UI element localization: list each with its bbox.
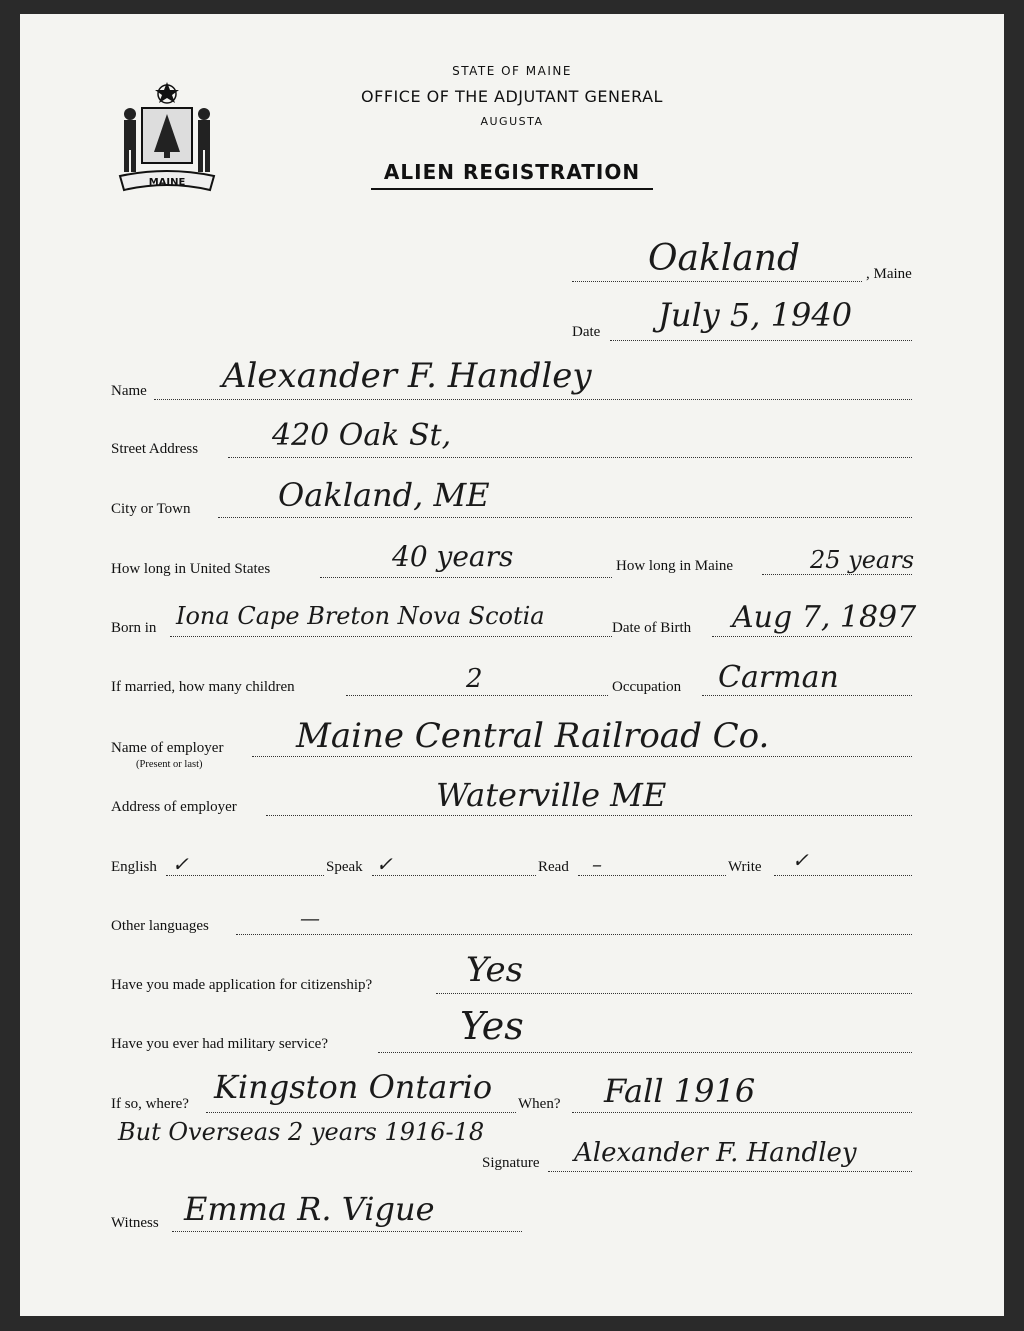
date-label: Date: [572, 324, 601, 340]
children-line: [346, 695, 608, 696]
write-label: Write: [728, 859, 762, 875]
street-value: 420 Oak St,: [272, 418, 452, 453]
name-line: [154, 399, 912, 400]
employer-value: Maine Central Railroad Co.: [296, 716, 770, 756]
born-line: [170, 636, 612, 637]
long-maine-value: 25 years: [810, 546, 915, 574]
street-line: [228, 457, 912, 458]
city-value: Oakland, ME: [278, 476, 490, 514]
overseas-note: But Overseas 2 years 1916-18: [118, 1118, 485, 1146]
signature-value: Alexander F. Handley: [574, 1138, 857, 1168]
dob-line: [712, 636, 912, 637]
citizenship-line: [436, 993, 912, 994]
speak-value: ✓: [376, 852, 393, 876]
read-value: –: [592, 852, 602, 876]
date-line: [610, 340, 912, 341]
town-value: Oakland: [648, 238, 800, 279]
name-label: Name: [111, 383, 147, 399]
long-us-line: [320, 577, 612, 578]
name-value: Alexander F. Handley: [222, 356, 592, 396]
english-value: ✓: [172, 852, 189, 876]
occupation-line: [702, 695, 912, 696]
english-label: English: [111, 859, 157, 875]
occupation-value: Carman: [718, 660, 839, 695]
write-value: ✓: [792, 848, 809, 872]
other-languages-label: Other languages: [111, 918, 209, 934]
where-value: Kingston Ontario: [214, 1068, 493, 1106]
office-heading: OFFICE OF THE ADJUTANT GENERAL: [361, 87, 663, 106]
long-maine-label: How long in Maine: [616, 558, 734, 574]
where-line: [206, 1112, 516, 1113]
occupation-label: Occupation: [612, 679, 682, 695]
state-heading: STATE OF MAINE: [452, 64, 572, 78]
citizenship-label: Have you made application for citizenship?: [111, 977, 373, 993]
other-languages-value: —: [300, 906, 320, 930]
citizenship-value: Yes: [466, 950, 524, 990]
children-label: If married, how many children: [111, 679, 295, 695]
military-value: Yes: [460, 1004, 524, 1048]
speak-label: Speak: [326, 859, 363, 875]
long-maine-line: [762, 574, 912, 575]
employer-line: [252, 756, 912, 757]
employer-address-label: Address of employer: [111, 799, 237, 815]
long-us-label: How long in United States: [111, 561, 271, 577]
city-line: [218, 517, 912, 518]
write-line: [774, 875, 912, 876]
employer-note: (Present or last): [136, 759, 203, 770]
speak-line: [372, 875, 536, 876]
born-value: Iona Cape Breton Nova Scotia: [176, 602, 545, 630]
other-languages-line: [236, 934, 912, 935]
street-label: Street Address: [111, 441, 199, 457]
employer-address-value: Waterville ME: [436, 776, 667, 814]
witness-value: Emma R. Vigue: [184, 1190, 435, 1228]
maine-label: , Maine: [866, 266, 912, 282]
date-value: July 5, 1940: [658, 296, 853, 334]
signature-label: Signature: [482, 1155, 540, 1171]
when-value: Fall 1916: [604, 1072, 756, 1110]
city-heading: AUGUSTA: [480, 115, 544, 128]
dob-label: Date of Birth: [612, 620, 692, 636]
born-label: Born in: [111, 620, 157, 636]
when-line: [572, 1112, 912, 1113]
dob-value: Aug 7, 1897: [732, 600, 917, 635]
town-line: [572, 281, 862, 282]
employer-label: Name of employer: [111, 740, 224, 756]
military-line: [378, 1052, 912, 1053]
svg-text:MAINE: MAINE: [148, 177, 186, 188]
witness-label: Witness: [111, 1215, 159, 1231]
title-underline: [371, 188, 653, 190]
read-label: Read: [538, 859, 569, 875]
witness-line: [172, 1231, 522, 1232]
city-label: City or Town: [111, 501, 191, 517]
english-line: [166, 875, 324, 876]
long-us-value: 40 years: [392, 540, 514, 573]
military-label: Have you ever had military service?: [111, 1036, 328, 1052]
children-value: 2: [466, 664, 483, 694]
employer-address-line: [266, 815, 912, 816]
when-label: When?: [518, 1096, 561, 1112]
signature-line: [548, 1171, 912, 1172]
where-label: If so, where?: [111, 1096, 189, 1112]
form-title: ALIEN REGISTRATION: [383, 160, 641, 184]
